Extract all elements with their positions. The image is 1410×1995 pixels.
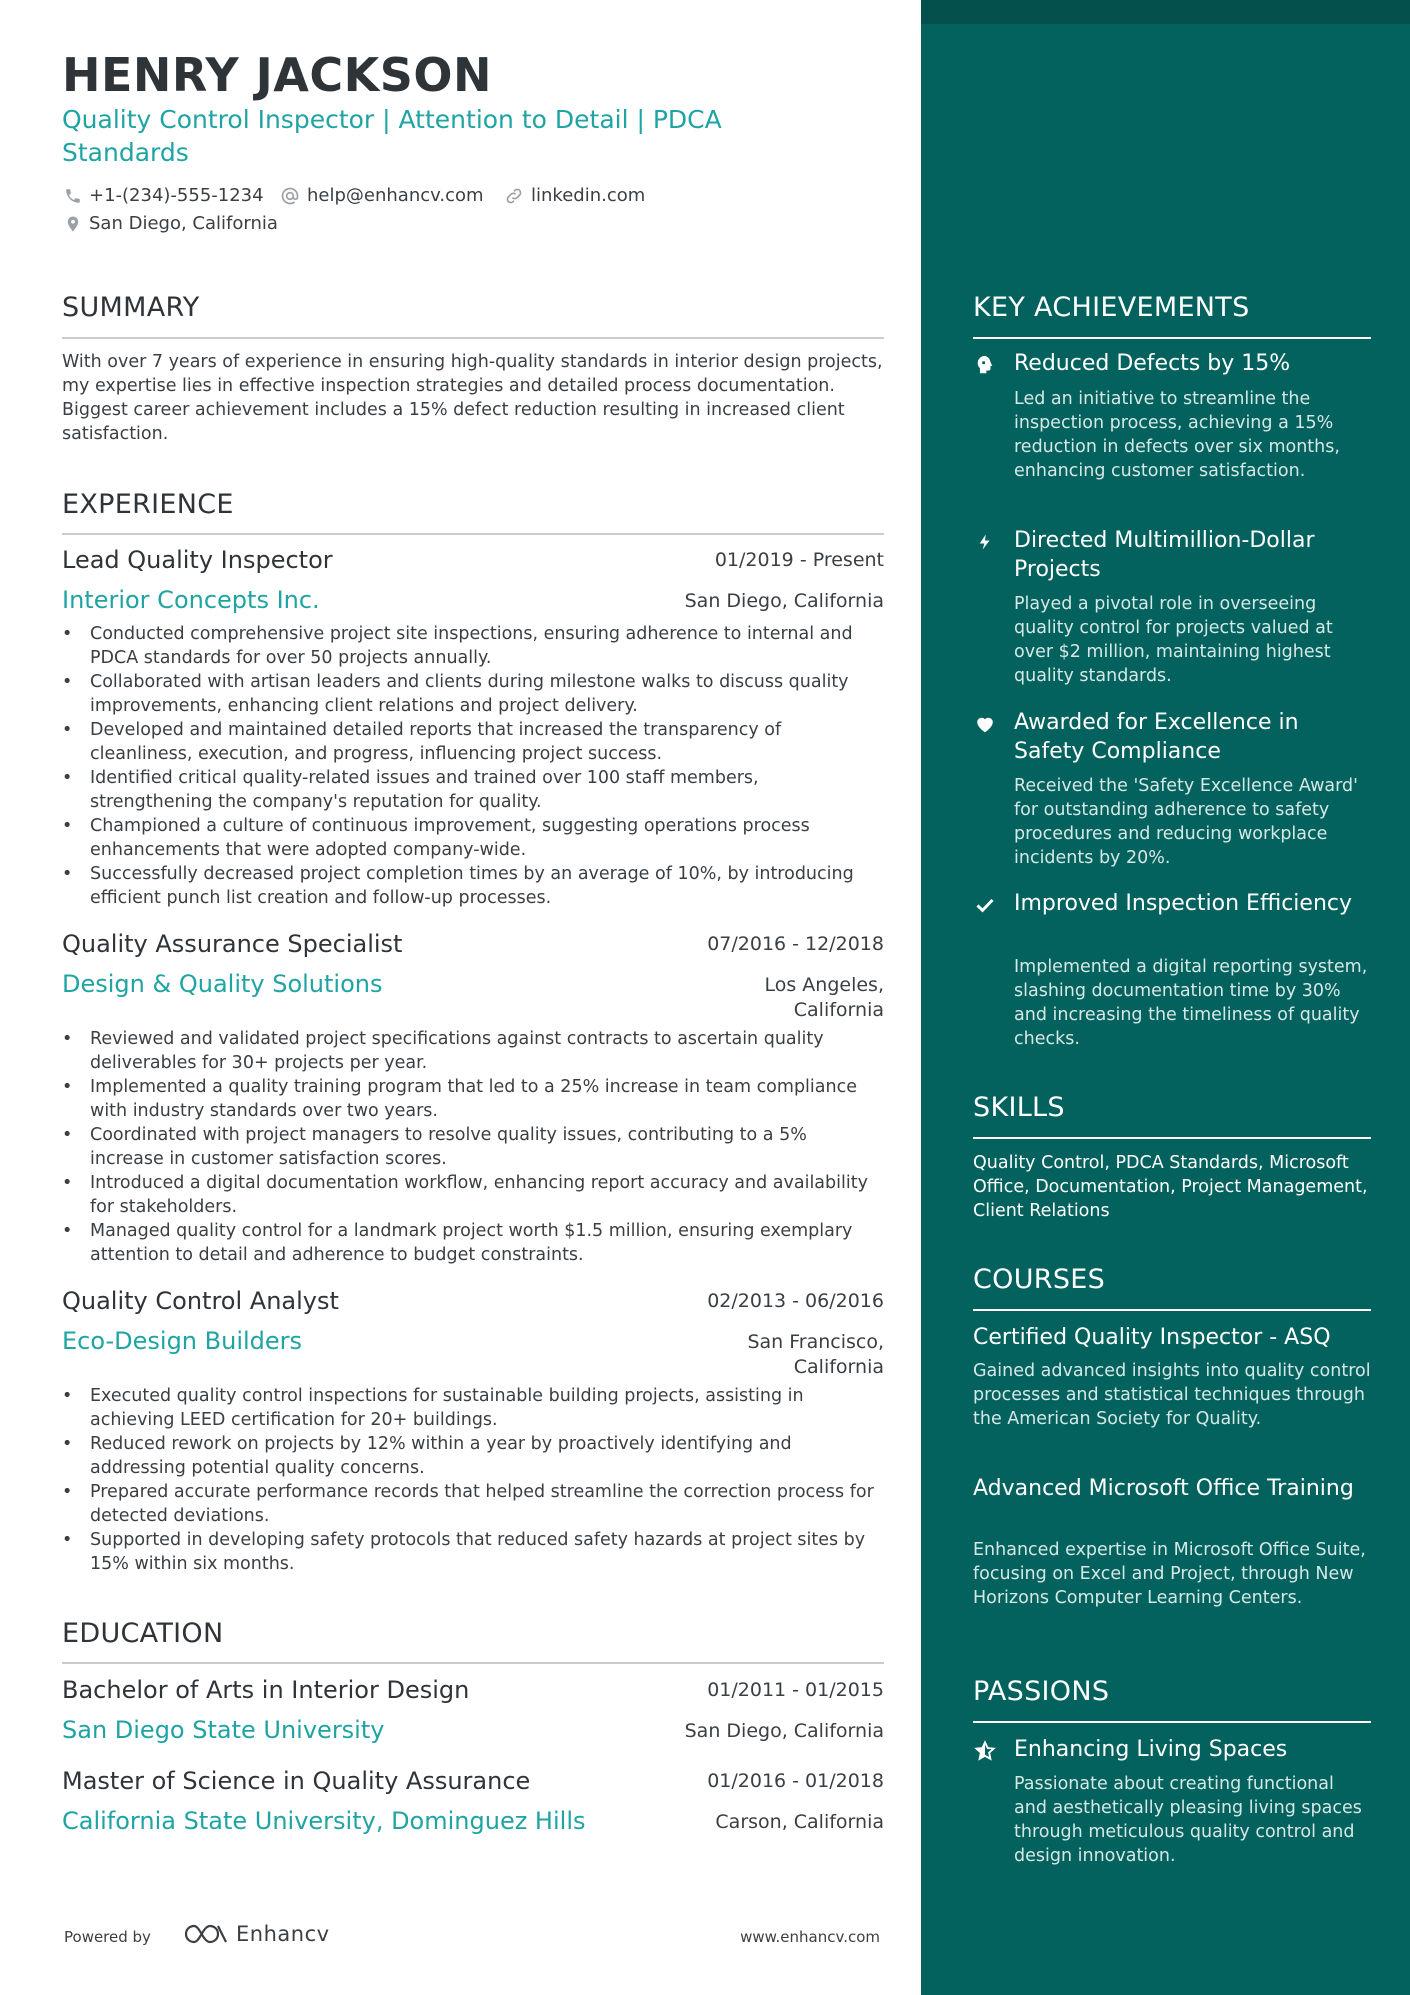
job-location-line: California xyxy=(793,1356,884,1378)
school-name: San Diego State University xyxy=(62,1716,385,1744)
contact-phone[interactable] xyxy=(64,185,264,206)
phone-icon xyxy=(64,187,82,205)
achievement-desc: Implemented a digital reporting system, slashing documentation time by 30% and increasing the timeliness of quality checks. xyxy=(1014,957,1368,1049)
achievement-title: Improved Inspection Efficiency xyxy=(1014,891,1353,916)
bullet-item: • Supported in developing safety protocols that reduced safety hazards at project sites by 15% within six months. xyxy=(62,1528,884,1576)
bullet-item: • Implemented a quality training program that led to a 25% increase in team compliance with industry standards over two years. xyxy=(62,1075,884,1123)
location-pin-icon xyxy=(64,214,82,234)
job-bullets xyxy=(62,622,884,910)
job-dates: 07/2016 - 12/2018 xyxy=(707,933,884,955)
job-company: Interior Concepts Inc. xyxy=(62,586,320,614)
footer xyxy=(64,1922,880,1946)
bullet-item: • Conducted comprehensive project site inspections, ensuring adherence to internal and PDCA standards for over 50 projects annually. xyxy=(62,622,884,670)
skills-list: Quality Control, PDCA Standards, Microsoft Office, Documentation, Project Management, Client Relations xyxy=(973,1153,1368,1221)
job-bullets xyxy=(62,1027,884,1267)
job-location-line: California xyxy=(793,999,884,1021)
education-title: EDUCATION xyxy=(62,1618,224,1649)
achievement-desc: Led an initiative to streamline the inspection process, achieving a 15% reduction in defects over six months, enhancing customer satisfaction. xyxy=(1014,389,1340,481)
sidebar xyxy=(921,0,1410,1995)
summary-divider xyxy=(62,337,884,339)
at-icon xyxy=(280,186,300,206)
passions-title: PASSIONS xyxy=(973,1676,1110,1707)
headline: Quality Control Inspector | Attention to Detail | PDCA Standards xyxy=(62,105,722,167)
passion-desc: Passionate about creating functional and aesthetically pleasing living spaces through meticulous quality control and design innovation. xyxy=(1014,1774,1362,1866)
brain-icon xyxy=(973,353,997,377)
job-title: Quality Assurance Specialist xyxy=(62,930,403,958)
degree-title: Bachelor of Arts in Interior Design xyxy=(62,1676,470,1704)
course-title: Advanced Microsoft Office Training xyxy=(973,1476,1354,1501)
courses-divider xyxy=(973,1309,1371,1311)
lightning-icon xyxy=(973,530,997,554)
bullet-item: • Prepared accurate performance records that helped streamline the correction process for detected deviations. xyxy=(62,1480,884,1528)
job-location: San Diego, California xyxy=(684,590,884,612)
bullet-item: • Coordinated with project managers to resolve quality issues, contributing to a 5% increase in customer satisfaction scores. xyxy=(62,1123,884,1171)
job-location xyxy=(747,1330,884,1380)
checkmark-icon xyxy=(973,893,997,917)
course-title: Certified Quality Inspector - ASQ xyxy=(973,1325,1331,1350)
education-dates: 01/2016 - 01/2018 xyxy=(707,1770,884,1792)
bullet-item: • Successfully decreased project completion times by an average of 10%, by introducing efficient punch list creation and follow-up processes. xyxy=(62,862,884,910)
bullet-item: • Reduced rework on projects by 12% within a year by proactively identifying and addressing potential quality concerns. xyxy=(62,1432,884,1480)
linkedin-text: linkedin.com xyxy=(531,185,646,206)
location-text: San Diego, California xyxy=(89,213,278,234)
job-location-line: San Francisco, xyxy=(747,1331,884,1353)
contact-location xyxy=(64,213,278,234)
email-text: help@enhancv.com xyxy=(307,185,484,206)
job-dates: 02/2013 - 06/2016 xyxy=(707,1290,884,1312)
powered-by-text: Powered by xyxy=(64,1928,151,1946)
bullet-item: • Identified critical quality-related issues and trained over 100 staff members, strengthening the company's reputation for quality. xyxy=(62,766,884,814)
contact-email[interactable] xyxy=(280,185,484,206)
school-name: California State University, Dominguez Hills xyxy=(62,1807,586,1835)
achievements-divider xyxy=(973,337,1371,339)
footer-url[interactable]: www.enhancv.com xyxy=(740,1928,880,1946)
job-title: Quality Control Analyst xyxy=(62,1287,339,1315)
courses-title: COURSES xyxy=(973,1264,1106,1295)
passion-title: Enhancing Living Spaces xyxy=(1014,1737,1288,1762)
achievement-title: Directed Multimillion-Dollar Projects xyxy=(1014,528,1315,582)
bullet-item: • Championed a culture of continuous improvement, suggesting operations process enhancements that were adopted company-wide. xyxy=(62,814,884,862)
school-location: Carson, California xyxy=(715,1811,884,1833)
experience-divider xyxy=(62,533,884,535)
bullet-item: • Reviewed and validated project specifications against contracts to ascertain quality deliverables for 30+ projects per year. xyxy=(62,1027,884,1075)
education-divider xyxy=(62,1662,884,1664)
skills-title: SKILLS xyxy=(973,1092,1065,1123)
achievement-desc: Received the 'Safety Excellence Award' for outstanding adherence to safety procedures and reducing workplace incidents by 20%. xyxy=(1014,776,1358,868)
job-title: Lead Quality Inspector xyxy=(62,546,333,574)
heart-icon xyxy=(973,712,997,736)
degree-title: Master of Science in Quality Assurance xyxy=(62,1767,531,1795)
course-desc: Enhanced expertise in Microsoft Office Suite, focusing on Excel and Project, through New Horizons Computer Learning Centers. xyxy=(973,1540,1366,1608)
job-dates: 01/2019 - Present xyxy=(714,549,884,571)
sidebar-top-bar xyxy=(921,0,1410,24)
passions-divider xyxy=(973,1721,1371,1723)
job-company: Eco-Design Builders xyxy=(62,1327,303,1355)
experience-title: EXPERIENCE xyxy=(62,489,234,520)
job-location-line: Los Angeles, xyxy=(764,974,884,996)
skills-divider xyxy=(973,1137,1371,1139)
bullet-item: • Collaborated with artisan leaders and clients during milestone walks to discuss quality improvements, enhancing client relations and project delivery. xyxy=(62,670,884,718)
contact-linkedin[interactable] xyxy=(504,185,645,206)
achievements-title: KEY ACHIEVEMENTS xyxy=(973,292,1250,323)
summary-title: SUMMARY xyxy=(62,292,200,323)
bullet-item: • Managed quality control for a landmark project worth $1.5 million, ensuring exemplary attention to detail and adherence to budget constraints. xyxy=(62,1219,884,1267)
bullet-item: • Executed quality control inspections for sustainable building projects, assisting in achieving LEED certification for 20+ buildings. xyxy=(62,1384,884,1432)
brand-name: Enhancv xyxy=(236,1922,330,1946)
phone-text: +1-(234)-555-1234 xyxy=(89,185,264,206)
candidate-name: HENRY JACKSON xyxy=(62,48,493,102)
star-icon xyxy=(973,1739,997,1763)
achievement-title: Reduced Defects by 15% xyxy=(1014,351,1291,376)
bullet-item: • Developed and maintained detailed reports that increased the transparency of cleanliness, execution, and progress, influencing project success. xyxy=(62,718,884,766)
bullet-item: • Introduced a digital documentation workflow, enhancing report accuracy and availability for stakeholders. xyxy=(62,1171,884,1219)
achievement-desc: Played a pivotal role in overseeing quality control for projects valued at over $2 million, maintaining highest quality standards. xyxy=(1014,594,1333,686)
job-location xyxy=(764,973,884,1023)
school-location: San Diego, California xyxy=(684,1720,884,1742)
education-dates: 01/2011 - 01/2015 xyxy=(707,1679,884,1701)
achievement-title: Awarded for Excellence in Safety Compliance xyxy=(1014,710,1299,764)
job-company: Design & Quality Solutions xyxy=(62,970,383,998)
enhancv-logo-icon xyxy=(184,1922,230,1946)
course-desc: Gained advanced insights into quality control processes and statistical techniques through the American Society for Quality. xyxy=(973,1361,1371,1429)
link-icon xyxy=(504,186,524,206)
summary-text: With over 7 years of experience in ensuring high-quality standards in interior design projects, my expertise lies in effective inspection strategies and detailed process documentation. Biggest career achievement includes a 15% defect reduction resulting in increased client satisfaction. xyxy=(62,352,883,444)
enhancv-logo[interactable] xyxy=(184,1922,330,1946)
job-bullets xyxy=(62,1384,884,1576)
